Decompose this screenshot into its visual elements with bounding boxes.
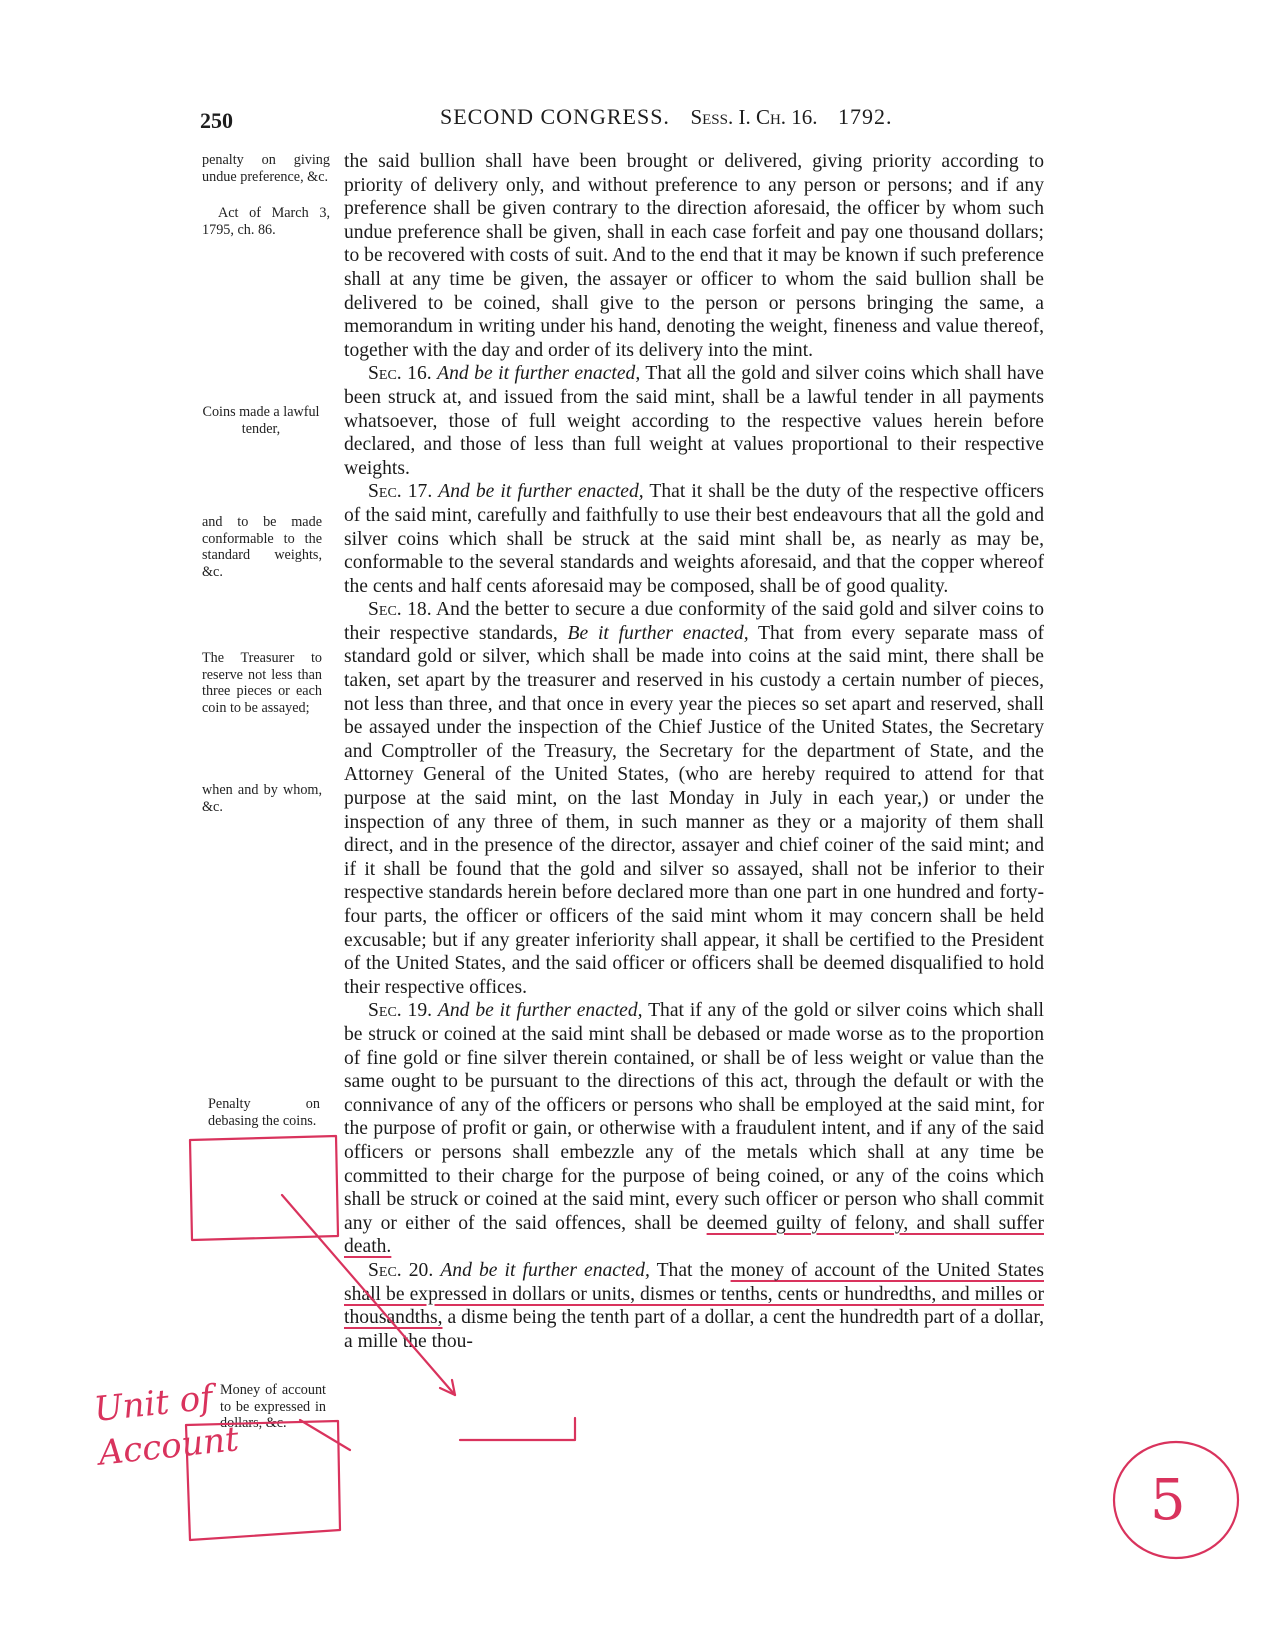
underlined-money-of-account: money of account of the United States shall be expressed in dollars or units, dismes or tenths, cents or hundredths, and milles or thousandths, (344, 1259, 1044, 1329)
section-label: Sec. 20. (368, 1259, 434, 1281)
margin-note-money-of-account: Money of account to be expressed in dollars, &c. (220, 1382, 326, 1432)
section-text: That it shall be the duty of the respective officers of the said mint, carefully and faithfully to use their best endeavours that all the gold and silver coins which shall be struck at the said mint shall be, as nearly as may be, conformable to the several standards and weights aforesaid, and that the copper whereof the cents and half cents aforesaid may be composed, shall be of good quality. (344, 481, 1045, 597)
section-text: That the (656, 1259, 724, 1281)
enacting-clause: And be it further enacted, (438, 481, 644, 503)
enacting-clause: Be it further enacted, (567, 622, 749, 644)
paragraph-continued: the said bullion shall have been brought or delivered, giving priority according to priority of delivery only, and without preference to any person or persons; and if any preference shall be given contrary to the direction aforesaid, the officer by whom such undue preference shall be given, shall in each case forfeit and pay one thousand dollars; to be recovered with costs of suit. And to the end that it may be known if such preference shall at any time be given, the assayer or officer to whom the said bullion shall be delivered to be coined, shall give to the person or persons bringing the same, a memorandum in writing under his hand, denoting the weight, fineness and value thereof, together with the day and order of its delivery into the mint. (344, 151, 1044, 361)
handwritten-note-text: Unit of Account (92, 1377, 241, 1474)
section-label: Sec. 18. (368, 599, 432, 621)
section-label: Sec. 16. (368, 363, 432, 385)
arrow-line (282, 1195, 455, 1395)
section-text: That all the gold and silver coins which shall have been struck at, and issued from the said mint, shall be a lawful tender in all payments whatsoever, those of full weight according to the respective values herein before declared, and those of less than full weight at values proportional to their respective weights. (344, 363, 1044, 479)
underline-death-extra (460, 1418, 575, 1440)
page-number: 250 (200, 108, 233, 133)
margin-note-treasurer-reserve: The Treasurer to reserve not less than three pieces or each coin to be assayed; (202, 650, 322, 716)
congress-title: SECOND CONGRESS. (440, 104, 670, 129)
section-label: Sec. 19. (368, 1000, 433, 1022)
enacting-clause: And be it further enacted, (437, 363, 641, 385)
margin-note-lawful-tender: Coins made a lawful tender, (202, 404, 320, 437)
enacting-clause: And be it further enacted, (440, 1259, 650, 1281)
margin-note-conformable: and to be made conformable to the standard weights, &c. (202, 514, 322, 580)
margin-note-when-and-by-whom: when and by whom, &c. (202, 782, 322, 815)
underlined-penalty: deemed guilty of felony, and shall suffer death. (344, 1212, 1044, 1258)
section-text: And the better to secure a due conformity of the said gold and silver coins to their respective standards, (344, 599, 1044, 644)
circled-number: 5 (1150, 1468, 1186, 1533)
box-penalty-note (190, 1136, 338, 1240)
header-year: 1792. (838, 104, 893, 129)
margin-note-penalty-debasing: Penalty on debasing the coins. (208, 1096, 320, 1129)
margin-note-undue-preference: penalty on giving undue preference, &c. (202, 152, 330, 185)
section-label: Sec. 17. (368, 481, 433, 503)
session-chapter: Sess. I. Ch. 16. (690, 105, 818, 129)
margin-note-act-reference: Act of March 3, 1795, ch. 86. (202, 205, 330, 238)
section-text: That if any of the gold or silver coins which shall be struck or coined at the said mint shall be debased or made worse as to the proportion of fine gold or fine silver therein contained, or shall be of less weight or value than the same ought to be pursuant to the directions of this act, through the default or with the connivance of any of the officers or persons who shall be employed at the said mint, for the purpose of profit or gain, or otherwise with a fraudulent intent, and if any of the said officers or persons shall embezzle any of the metals which shall at any time be committed to their charge for the purpose of being coined, or any of the coins which shall be struck or coined at the said mint, every such officer or person who shall commit any or either of the said offences, shall be (344, 1000, 1045, 1234)
section-text: That from every separate mass of standard gold or silver, which shall be made into coins at the said mint, there shall be taken, set apart by the treasurer and reserved in his custody a certain number of pieces, not less than three, and that once in every year the pieces so set apart and reserved, shall be assayed under the inspection of the Chief Justice of the United States, the Secretary and Comptroller of the Treasury, the Secretary for the department of State, and the Attorney General of the United States, (who are hereby required to attend for that purpose at the said mint, on the last Monday in July in each year,) or under the inspection of any three of them, in such manner as they or a majority of them shall direct, and in the presence of the director, assayer and chief coiner of the said mint; and if it shall be found that the gold and silver so assayed, shall not be inferior to their respective standards herein before declared more than one part in one hundred and forty-four parts, the officer or officers of the said mint whom it may concern shall be held excusable; but if any greater inferiority shall appear, it shall be certified to the President of the United States, and the said officer or officers shall be deemed disqualified to hold their respective offices. (344, 622, 1045, 998)
connector-line (300, 1420, 350, 1450)
section-text: a disme being the tenth part of a dollar, a cent the hundredth part of a dollar, a mille the thou- (344, 1307, 1044, 1352)
enacting-clause: And be it further enacted, (437, 1000, 643, 1022)
